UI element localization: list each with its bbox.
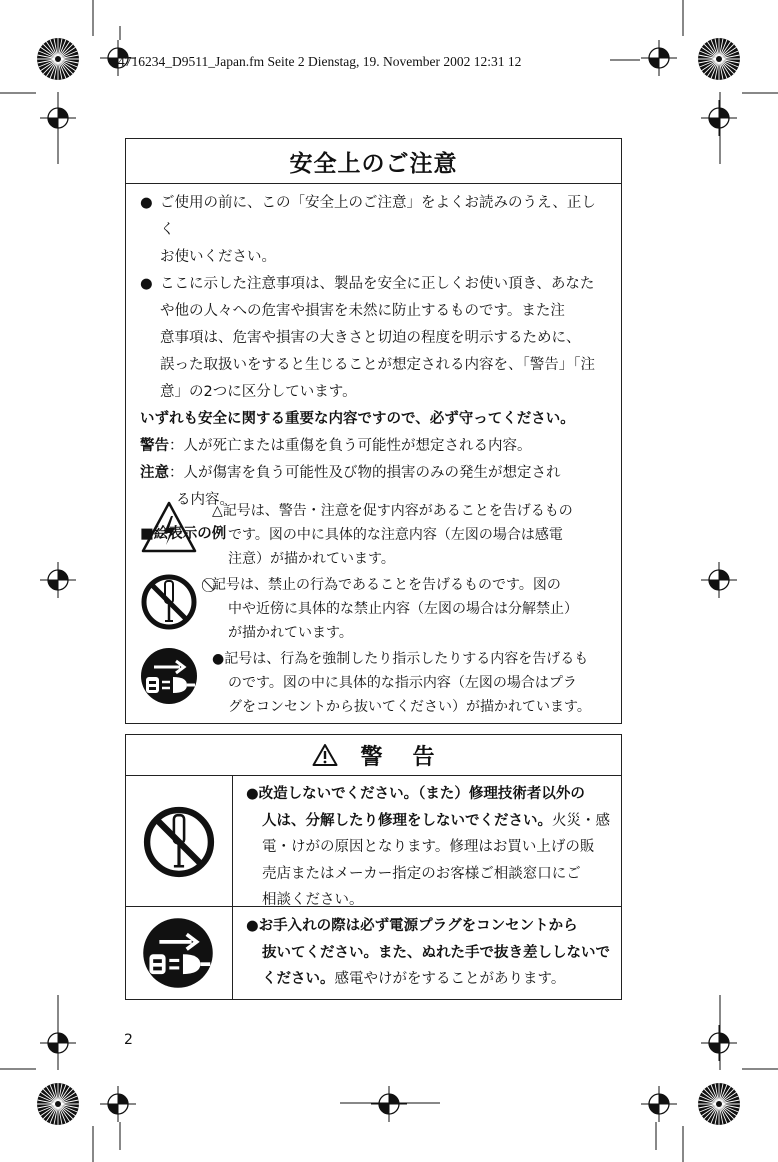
warning-table: [125, 734, 622, 1000]
warning-triangle-icon: [312, 743, 338, 767]
warning-text-no-modification: ●改造しないでください。（また）修理技術者以外の 人は、分解したり修理をしないでください。火災・感 電・けがの原因となります。修理はお買い上げの販 売店またはメーカー指定のお客様ご相談窓口にご 相談ください。: [246, 786, 610, 908]
explanation-paragraph: ● ここに示した注意事項は、製品を安全に正しくお使い頂き、あなた や他の人々への危害や損害を未然に防止するものです。また注 意事項は、危害や損害の大きさと切迫の程度を明示するために、 誤った取扱いをすると生じることが想定される内容を、「警告」「注 意」の2つに区分しています。: [140, 271, 607, 406]
warning-row-no-modification: [126, 775, 621, 906]
warning-text-unplug: ●お手入れの際は必ず電源プラグをコンセントから 抜いてください。また、ぬれた手で抜き差ししないで ください。感電やけがをすることがあります。: [246, 918, 610, 987]
safety-title: 安全上のご注意: [126, 139, 621, 184]
warning-row-unplug: [126, 907, 621, 999]
bullet-icon: ●: [140, 276, 153, 292]
warning-definition: 警告 ：人が死亡または重傷を負う可能性が想定される内容。: [140, 438, 532, 454]
intro-paragraph: ● ご使用の前に、この「安全上のご注意」をよくお読みのうえ、正しく お使いください。: [140, 190, 607, 271]
bullet-icon: ●: [140, 195, 153, 211]
unplug-icon: [140, 647, 198, 705]
unplug-icon: [142, 917, 214, 989]
important-note: いずれも安全に関する重要な内容ですので、必ず守ってください。: [140, 411, 575, 427]
no-disassembly-icon: [140, 573, 198, 631]
caution-definition: 注意 ：人が傷害を負う可能性及び物的損害のみの発生が想定され: [140, 465, 561, 481]
electric-shock-warning-icon: [140, 499, 198, 557]
warning-heading: 警 告: [126, 735, 621, 776]
page-number: 2: [124, 1032, 133, 1048]
symbols-section-title: ■絵表示の例: [140, 526, 227, 542]
no-disassembly-icon: [142, 805, 216, 879]
file-info-header: 4716234_D9511_Japan.fm Seite 2 Dienstag, 19. November 2002 12:31 12: [118, 54, 522, 69]
safety-precautions-box: 安全上のご注意 ● ご使用の前に、この「安全上のご注意」をよくお読みのうえ、正しく お使いください。 ● ここに示した注意事項は、製品を安全に正しくお使い頂き、あなた や他の人々への危害や損害を未然に防止するものです。また注 意事項は、危害や損害の大きさと切迫の程度を明示するために、 誤った取扱いをすると生じることが想定される内容を、「警告」「注 意」の2つに区分しています。 いずれも安全に関する重要な内容ですので、必ず守ってください。 警告 ：人が死亡または重傷を負う可能性が想定される内容。 注意 ：人が傷害を負う可能性及び物的損害のみの発生が想定され る内容。 ■絵表示の例 △記号は、警告・注意を促す内容があることを告げるもの です。図の中に具体的な注意内容（左図の場合は感電 注意）が描かれています。 ⃠記号は、禁止の行為であることを告げるものです。図の 中や近傍に具体的な禁止内容（左図の場合は分解禁止） が描かれています。 ●記号は、行為を強制したり指示したりする内容を告げるも のです。図の中に具体的な指示内容（左図の場合はプラ グをコンセントから抜いてください）が描かれています。: [125, 138, 622, 724]
safety-body: ● ご使用の前に、この「安全上のご注意」をよくお読みのうえ、正しく お使いください。 ● ここに示した注意事項は、製品を安全に正しくお使い頂き、あなた や他の人々への危害や損害を未然に防止するものです。また注 意事項は、危害や損害の大きさと切迫の程度を明示するために、 誤った取扱いをすると生じることが想定される内容を、「警告」「注 意」の2つに区分しています。 いずれも安全に関する重要な内容ですので、必ず守ってください。 警告 ：人が死亡または重傷を負う可能性が想定される内容。 注意 ：人が傷害を負う可能性及び物的損害のみの発生が想定され る内容。 ■絵表示の例: [126, 184, 621, 548]
